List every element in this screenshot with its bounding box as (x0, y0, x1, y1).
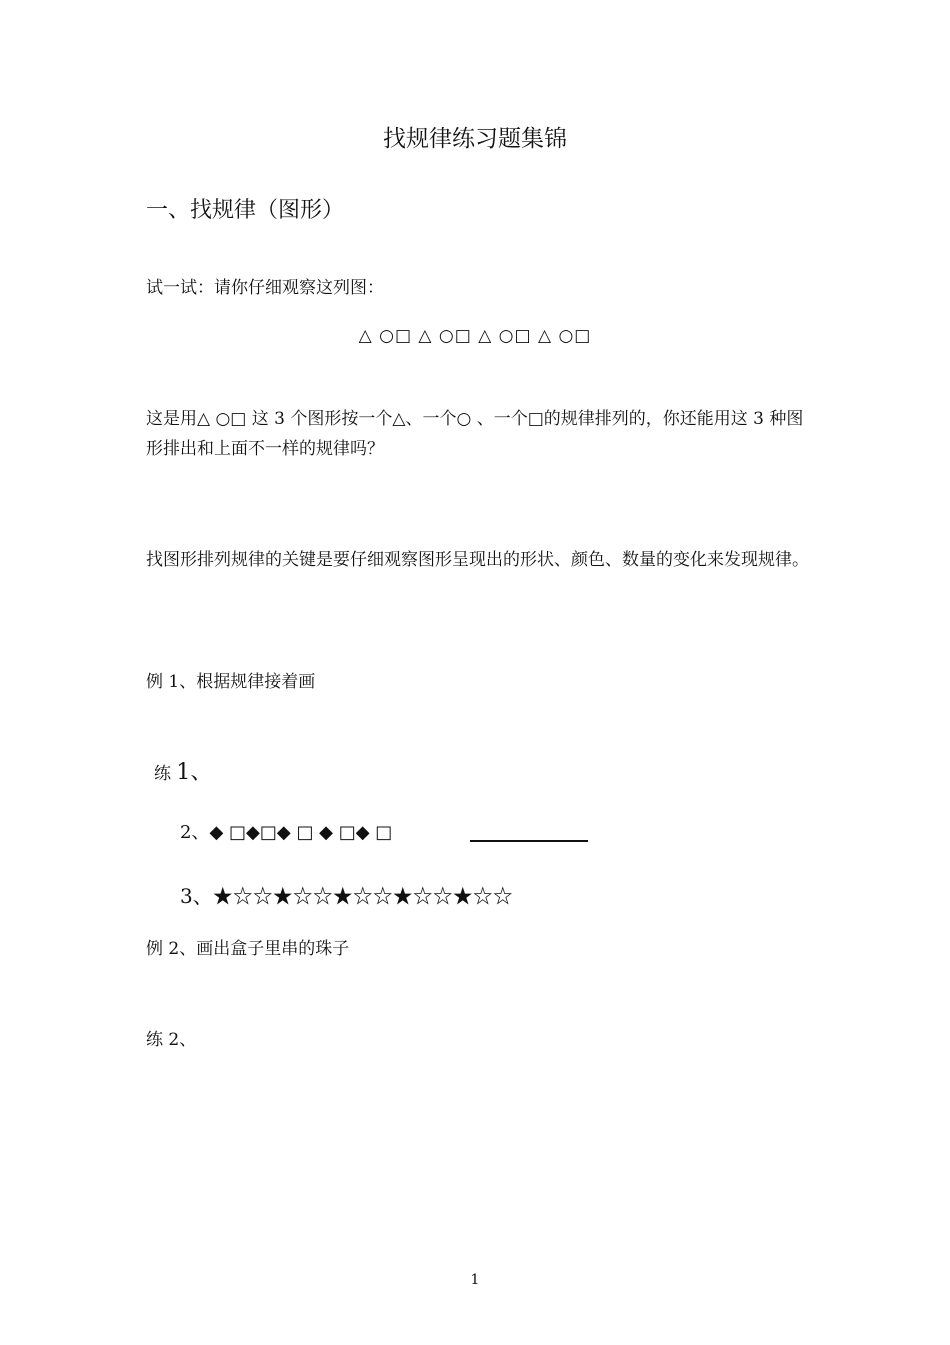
item-3 (180, 880, 513, 909)
item-3-label: 3、 (180, 884, 213, 908)
page-title: 找规律练习题集锦 (383, 126, 567, 152)
practice-2: 练 2、 (146, 1030, 197, 1050)
question-paragraph: 这是用△ ○□ 这 3 个图形按一个△、一个○ 、一个□的规律排列的，你还能用这 3 种图形排出和上面不一样的规律吗？ (146, 409, 804, 459)
example-2: 例 2、画出盒子里串的珠子 (146, 939, 350, 959)
practice-1-number: 1、 (176, 760, 213, 785)
practice-1 (154, 755, 212, 786)
answer-blank-line[interactable] (470, 840, 588, 842)
try-prompt: 试一试：请你仔细观察这列图： (146, 278, 384, 298)
practice-1-label: 练 (154, 764, 171, 784)
item-2-sequence: ◆ □◆□◆ □ ◆ □◆ □ (209, 822, 393, 843)
item-2 (180, 818, 392, 844)
page-number: 1 (470, 1272, 480, 1288)
item-3-sequence: ★☆☆★☆☆★☆☆★☆☆★☆☆ (212, 884, 513, 908)
example-1: 例 1、根据规律接着画 (146, 672, 316, 692)
item-2-label: 2、 (180, 822, 210, 843)
tip-paragraph: 找图形排列规律的关键是要仔细观察图形呈现出的形状、颜色、数量的变化来发现规律。 (146, 550, 809, 570)
section-heading: 一、找规律（图形） (146, 198, 345, 223)
shape-sequence: △ ○□ △ ○□ △ ○□ △ ○□ (358, 326, 592, 346)
